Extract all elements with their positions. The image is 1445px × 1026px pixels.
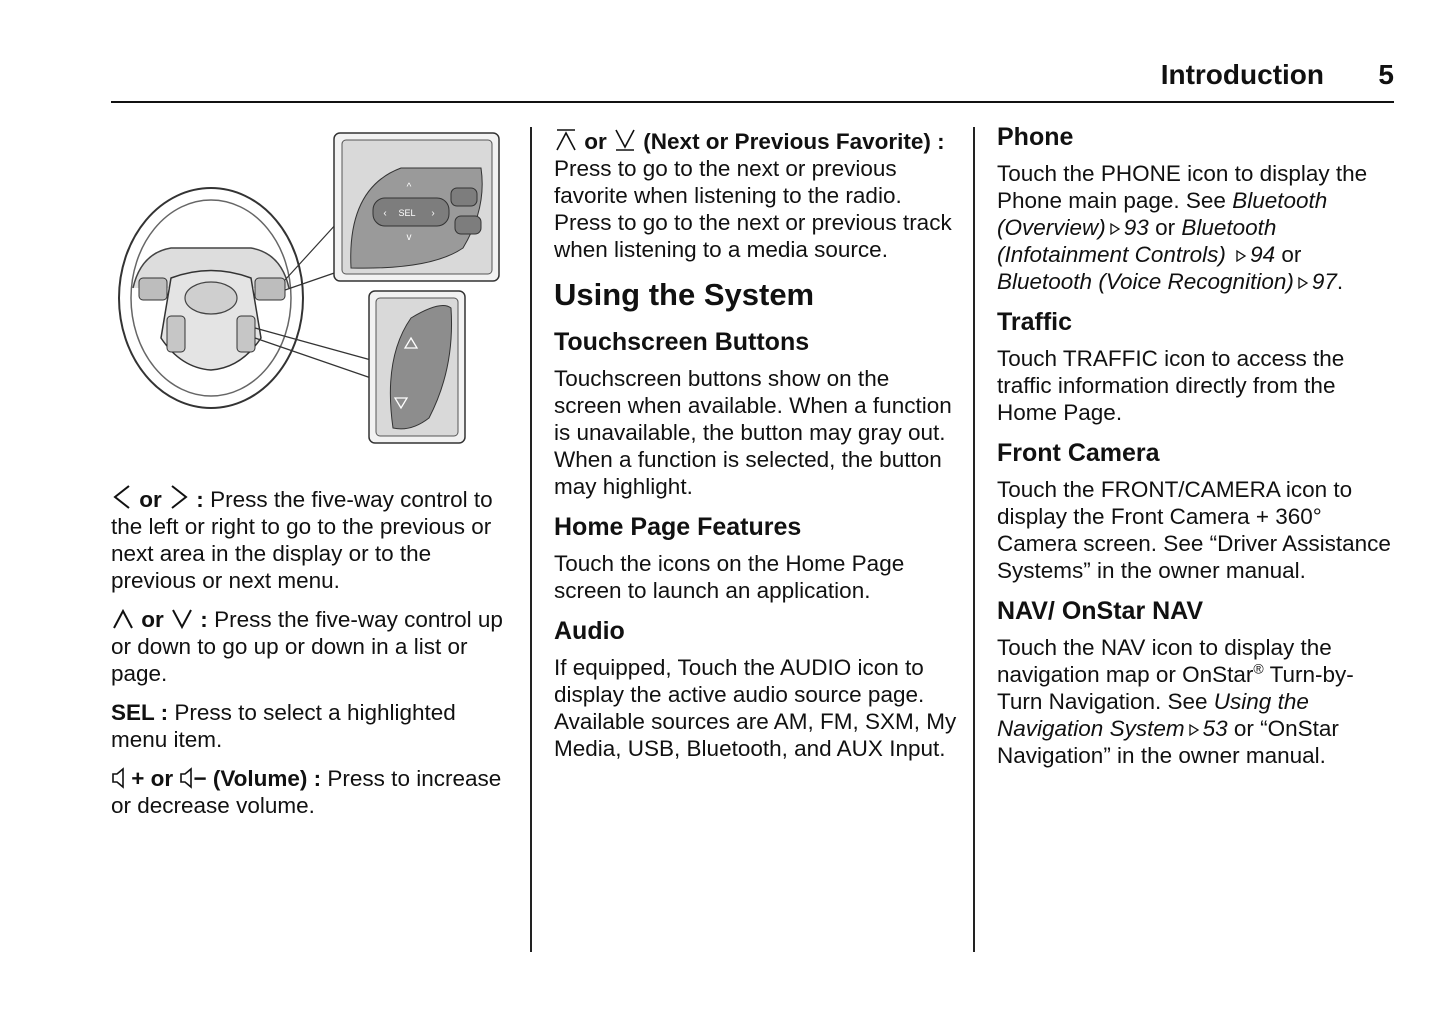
speaker-icon [179,767,193,789]
heading-front-camera: Front Camera [997,439,1160,467]
sel-button-label: SEL [398,208,416,218]
page-reference-arrow-icon [1235,249,1247,263]
speaker-icon [111,767,125,789]
home-page-text: Touch the icons on the Home Page screen to launch an application. [554,551,905,603]
page-reference-arrow-icon [1109,222,1121,236]
svg-text:›: › [431,208,435,219]
heading-phone: Phone [997,123,1074,151]
page-reference-arrow-icon [1297,276,1309,290]
or-label: or [141,607,164,632]
header-rule [111,101,1394,103]
cross-reference: Bluetooth (Overview) [997,188,1328,240]
chevron-down-icon [170,608,194,630]
volume-down-label: − (Volume) : [193,766,322,791]
phone-text: Touch the PHONE icon to display the Phone main page. See Bluetooth (Overview) 93 or Bluetooth (Infotainment Controls) 94 or Bluetooth (Voice Recognition) 97. [997,161,1368,294]
column-divider-1 [530,127,532,952]
chevron-left-icon [111,484,133,510]
svg-text:^: ^ [406,182,412,193]
heading-home-page-features: Home Page Features [554,513,802,541]
page-reference: 53 [1202,716,1228,741]
chevron-up-icon [111,608,135,630]
registered-mark: ® [1253,660,1264,677]
sel-description [111,699,511,753]
heading-audio: Audio [554,617,625,645]
section-title: Introduction [1160,59,1324,90]
page-reference: 97 [1311,269,1337,294]
touchscreen-text: Touchscreen buttons show on the screen when available. When a function is unavailable, the button may gray out. When a function is selected, the button may highlight. [554,366,952,499]
heading-nav-onstar-nav: NAV/ OnStar NAV [997,597,1204,625]
audio-text: If equipped, Touch the AUDIO icon to display the active audio source page. Available sources are AM, FM, SXM, My Media, USB, Bluetooth, and AUX Input. [554,655,957,761]
favorite-label: (Next or Previous Favorite) : [643,129,945,154]
steering-wheel-controls-illustration [111,128,501,458]
svg-text:‹: ‹ [383,208,387,219]
column-1 [111,128,511,831]
colon-label: : [196,487,204,512]
heading-traffic: Traffic [997,308,1073,336]
column-divider-2 [973,127,975,952]
page-number: 5 [1378,59,1394,90]
volume-up-label: + or [131,766,174,791]
favorite-description [554,128,959,263]
or-label: or [584,129,607,154]
left-right-description [111,484,511,594]
volume-description [111,765,511,819]
volume-text: Press to increase or decrease volume. [111,766,502,818]
left-right-text: Press the five-way control to the left or right to go to the previous or next area in the display or to the previous or next menu. [111,487,493,593]
cross-reference: Using the Navigation System [997,689,1309,741]
column-2 [554,128,959,774]
page-reference: 94 [1250,242,1276,267]
column-3 [997,122,1393,781]
traffic-text: Touch TRAFFIC icon to access the traffic information directly from the Home Page. [997,346,1345,425]
front-camera-text: Touch the FRONT/CAMERA icon to display the Front Camera + 360° Camera screen. See “Driver Assistance Systems” in the owner manual. [997,477,1391,583]
page-reference: 93 [1123,215,1149,240]
favorite-text: Press to go to the next or previous favorite when listening to the radio. Press to go to the next or previous track when listening to a media source. [554,156,952,262]
page-reference-arrow-icon [1188,723,1200,737]
sel-text: Press to select a highlighted menu item. [111,700,456,752]
cross-reference: Bluetooth (Infotainment Controls) [997,215,1277,267]
favorite-next-icon [554,128,578,152]
up-down-description [111,606,511,687]
heading-touchscreen-buttons: Touchscreen Buttons [554,328,810,356]
heading-using-the-system: Using the System [554,277,815,312]
up-down-text: Press the five-way control up or down to go up or down in a list or page. [111,607,503,686]
nav-text: Touch the NAV icon to display the navigation map or OnStar® Turn-by-Turn Navigation. See Using the Navigation System 53 or “OnStar Navigation” in the owner manual. [997,635,1354,768]
colon-label: : [200,607,208,632]
svg-text:v: v [406,232,412,243]
sel-label: SEL : [111,700,169,725]
cross-reference: Bluetooth (Voice Recognition) [997,269,1294,294]
chevron-right-icon [168,484,190,510]
favorite-previous-icon [613,128,637,152]
or-label: or [139,487,162,512]
